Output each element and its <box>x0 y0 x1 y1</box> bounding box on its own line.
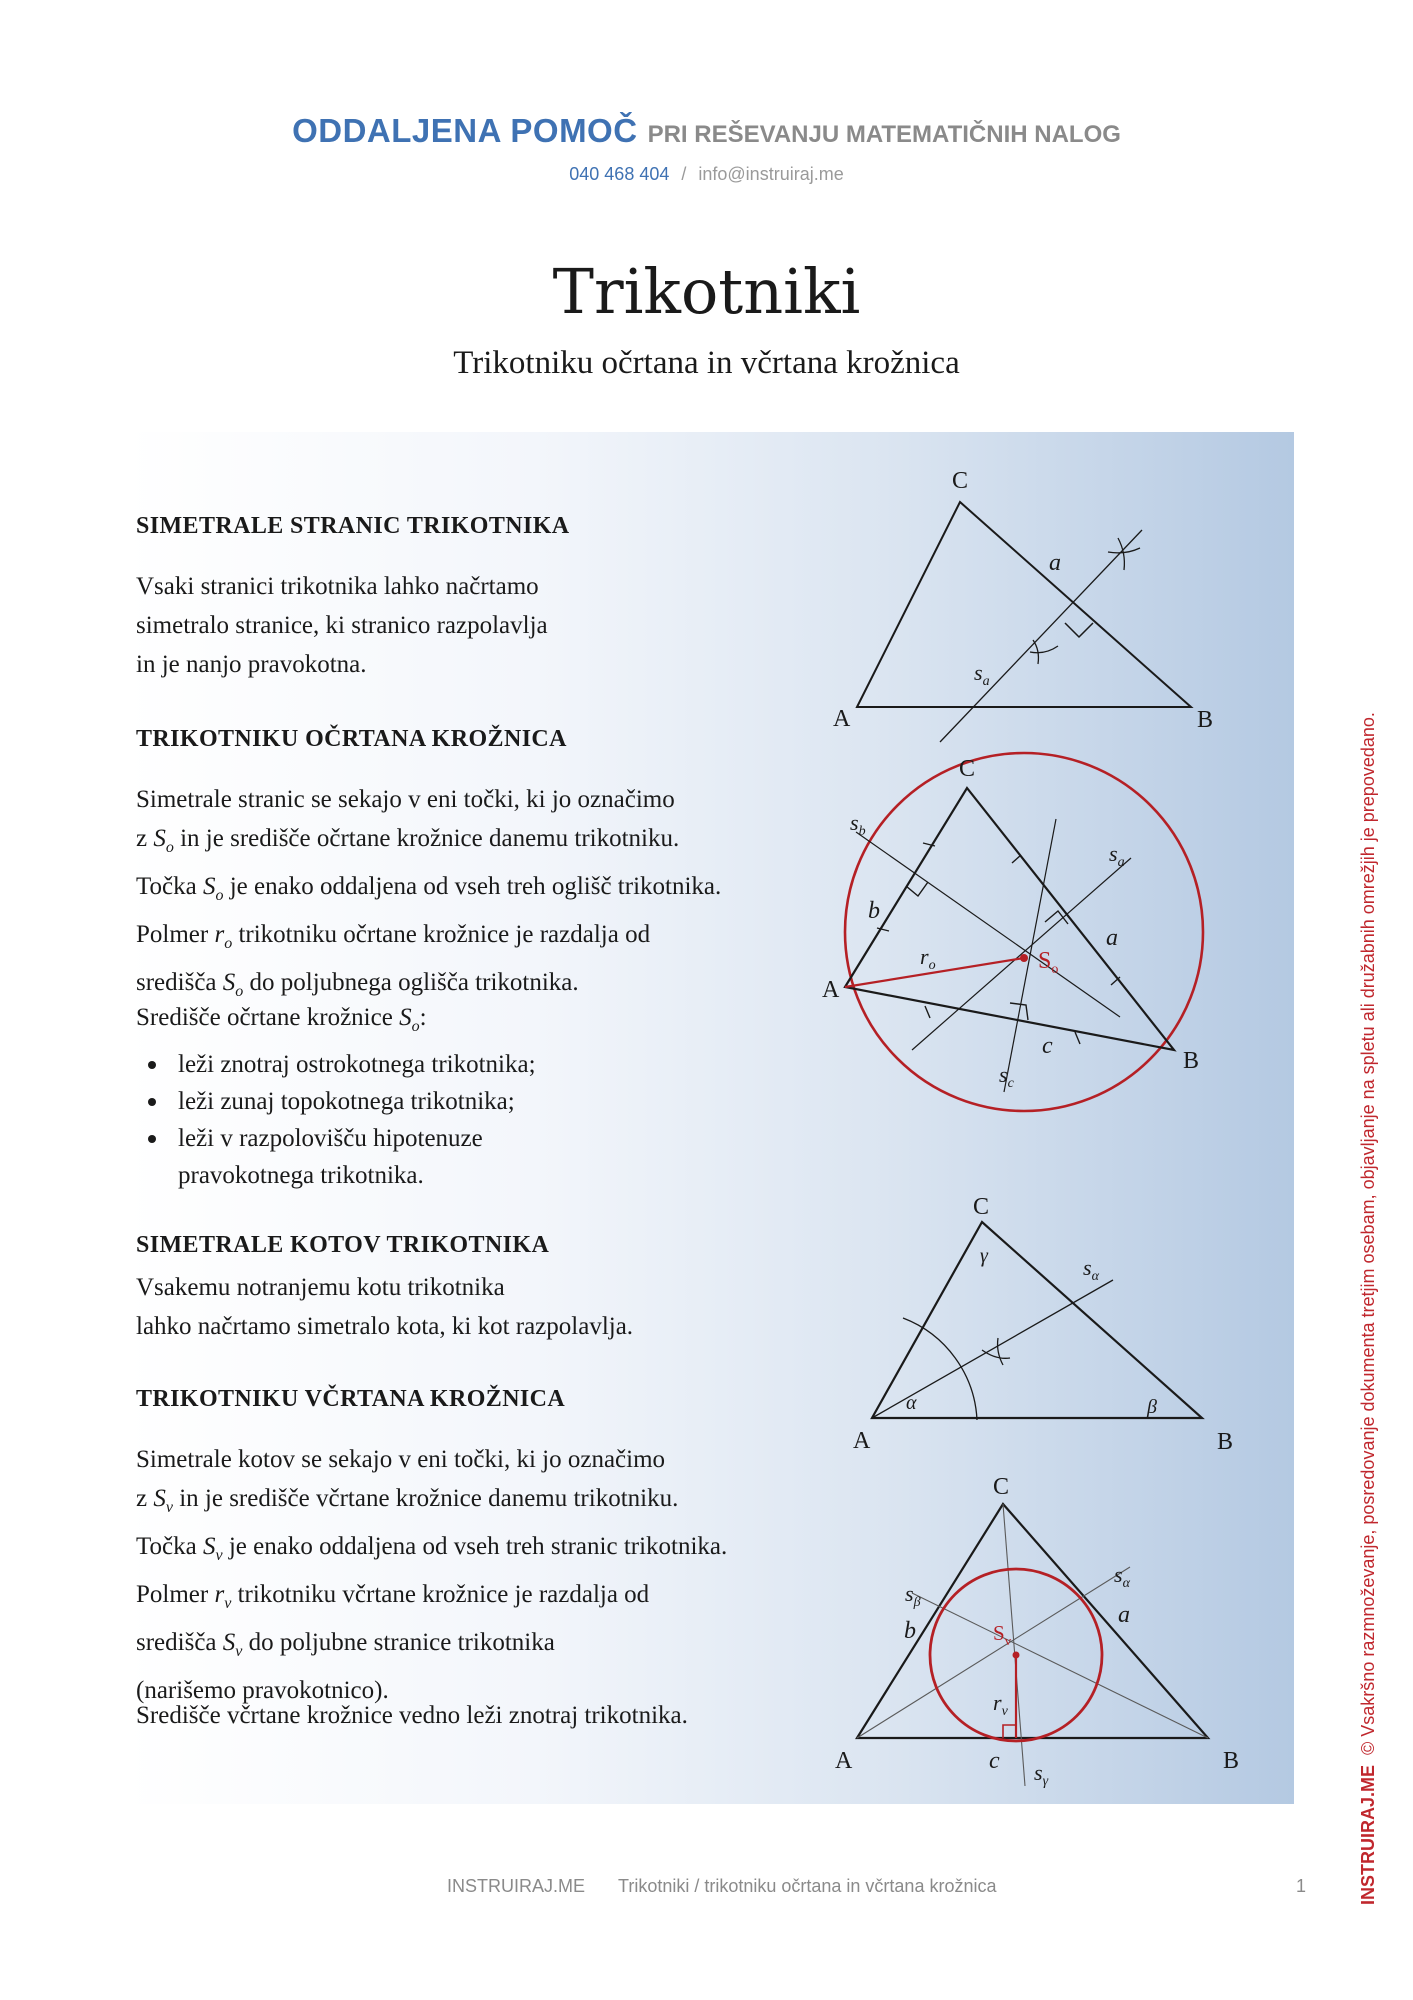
heading-angle-bisectors: SIMETRALE KOTOV TRIKOTNIKA <box>136 1232 550 1258</box>
page-title: Trikotniki <box>552 255 861 328</box>
list-item: leži zunaj topokotnega trikotnika; <box>136 1083 536 1120</box>
label-B: B <box>1217 1429 1234 1455</box>
compass-arc <box>982 1350 1010 1358</box>
label-A: A <box>833 706 851 732</box>
text-line: središča $S_v$ do poljubne stranice trikotnika <box>136 1629 555 1660</box>
right-angle-mark <box>1003 1725 1016 1738</box>
text-line: Polmer $r_v$ trikotniku včrtane krožnice je razdalja od <box>136 1581 650 1612</box>
label-b: b <box>868 898 880 924</box>
copyright-text: © Vsakršno razmnoževanje, posredovanje dokumenta tretjim osebam, objavljanje na spletu ali družabnih omrežjih je prepovedano. <box>1358 712 1378 1755</box>
page-subtitle: Trikotniku očrtana in včrtana krožnica <box>453 345 960 381</box>
figure-angle-bisector <box>872 1222 1202 1420</box>
label-beta: β <box>1147 1396 1157 1418</box>
text-line: z $S_v$ in je središče včrtane krožnice danemu trikotniku. <box>136 1485 679 1516</box>
tick-mark <box>925 1006 930 1018</box>
label-C: C <box>952 468 969 494</box>
label-s-alpha: $s_\alpha$ <box>1114 1562 1130 1591</box>
heading-incircle: TRIKOTNIKU VČRTANA KROŽNICA <box>136 1386 566 1412</box>
triangle-shape <box>872 1222 1202 1418</box>
text-line: Simetrale kotov se sekajo v eni točki, ki jo označimo <box>136 1446 666 1473</box>
bisector-s-b <box>856 832 1120 1017</box>
label-S-o: $S_o$ <box>1038 948 1059 977</box>
label-B: B <box>1223 1748 1240 1774</box>
copyright-notice <box>1358 712 1388 1905</box>
text-incenter-position: Središče včrtane krožnice vedno leži znotraj trikotnika. <box>136 1702 688 1729</box>
text-line: Točka $S_o$ je enako oddaljena od vseh treh oglišč trikotnika. <box>136 873 722 904</box>
label-s-alpha: $s_\alpha$ <box>1083 1255 1099 1284</box>
label-r-v: $r_v$ <box>993 1690 1008 1719</box>
text-line: Vsakemu notranjemu kotu trikotnika <box>136 1274 505 1301</box>
text-line: in je nanjo pravokotna. <box>136 651 367 678</box>
label-S-v: $S_v$ <box>993 1621 1012 1648</box>
label-B: B <box>1183 1048 1200 1074</box>
page-number: 1 <box>1296 1876 1307 1896</box>
footer-document-title: Trikotniki / trikotniku očrtana in včrtana krožnica <box>618 1876 997 1896</box>
label-alpha: α <box>906 1392 917 1414</box>
label-s-gamma: $s_\gamma$ <box>1034 1760 1049 1789</box>
label-s-c: $s_c$ <box>999 1062 1014 1091</box>
label-a: a <box>1118 1602 1130 1628</box>
figure-incircle <box>857 1504 1208 1786</box>
text-line: simetralo stranice, ki stranico razpolavlja <box>136 612 548 639</box>
text-line: Točka $S_v$ je enako oddaljena od vseh treh stranic trikotnika. <box>136 1533 728 1564</box>
list-item: leži znotraj ostrokotnega trikotnika; <box>136 1046 536 1083</box>
label-s-a: $s_a$ <box>1109 841 1125 870</box>
heading-side-bisectors: SIMETRALE STRANIC TRIKOTNIKA <box>136 513 570 539</box>
list-item: leži v razpolovišču hipotenuze <box>136 1120 536 1157</box>
label-c: c <box>989 1748 1000 1774</box>
compass-arc <box>998 1338 1003 1365</box>
center-point <box>1020 954 1028 962</box>
label-c: c <box>1042 1033 1053 1059</box>
brand-title: ODDALJENA POMOČ <box>292 112 638 149</box>
label-a: a <box>1106 925 1118 951</box>
text-line: Središče očrtane krožnice $S_o$: <box>136 1004 427 1035</box>
footer-site[interactable]: INSTRUIRAJ.ME <box>447 1876 586 1896</box>
phone-number[interactable]: 040 468 404 <box>569 164 670 184</box>
text-line: Simetrale stranic se sekajo v eni točki, ki jo označimo <box>136 786 675 813</box>
circumcircle <box>845 753 1203 1111</box>
right-angle-mark <box>1065 623 1093 637</box>
text-line: središča $S_o$ do poljubnega oglišča trikotnika. <box>136 969 579 1000</box>
triangle-shape <box>845 788 1174 1050</box>
brand-tagline: PRI REŠEVANJU MATEMATIČNIH NALOG <box>647 121 1121 148</box>
contact-separator: / <box>681 164 687 184</box>
label-C: C <box>973 1194 990 1220</box>
label-A: A <box>853 1428 871 1454</box>
heading-circumcircle: TRIKOTNIKU OČRTANA KROŽNICA <box>136 726 567 752</box>
text-line: lahko načrtamo simetralo kota, ki kot razpolavlja. <box>136 1313 634 1340</box>
tick-mark <box>1012 855 1021 863</box>
label-gamma: γ <box>980 1245 988 1267</box>
text-line: (narišemo pravokotnico). <box>136 1677 389 1704</box>
label-A: A <box>822 977 840 1003</box>
copyright-brand: INSTRUIRAJ.ME <box>1358 1764 1378 1905</box>
figure-circumcircle <box>845 753 1203 1111</box>
label-C: C <box>993 1474 1010 1500</box>
figure-side-bisector <box>857 502 1191 742</box>
compass-arc <box>1030 646 1058 653</box>
label-C: C <box>959 756 976 782</box>
label-s-a: $s_a$ <box>974 660 990 689</box>
text-line: Vsaki stranici trikotnika lahko načrtamo <box>136 573 539 600</box>
label-r-o: $r_o$ <box>920 944 936 973</box>
triangle-shape <box>857 502 1191 707</box>
text-line: Polmer $r_o$ trikotniku očrtane krožnice je razdalja od <box>136 921 651 952</box>
label-s-beta: $s_\beta$ <box>905 1581 921 1610</box>
email-link[interactable]: info@instruiraj.me <box>698 164 844 184</box>
label-B: B <box>1197 707 1214 733</box>
label-b: b <box>904 1618 916 1644</box>
text-line: z $S_o$ in je središče očrtane krožnice danemu trikotniku. <box>136 825 680 856</box>
label-A: A <box>835 1748 853 1774</box>
label-s-b: $s_b$ <box>850 810 866 839</box>
list-item-continuation: pravokotnega trikotnika. <box>178 1162 424 1189</box>
center-point <box>1013 1652 1020 1659</box>
label-a: a <box>1049 550 1061 576</box>
tick-mark <box>1075 1032 1080 1044</box>
